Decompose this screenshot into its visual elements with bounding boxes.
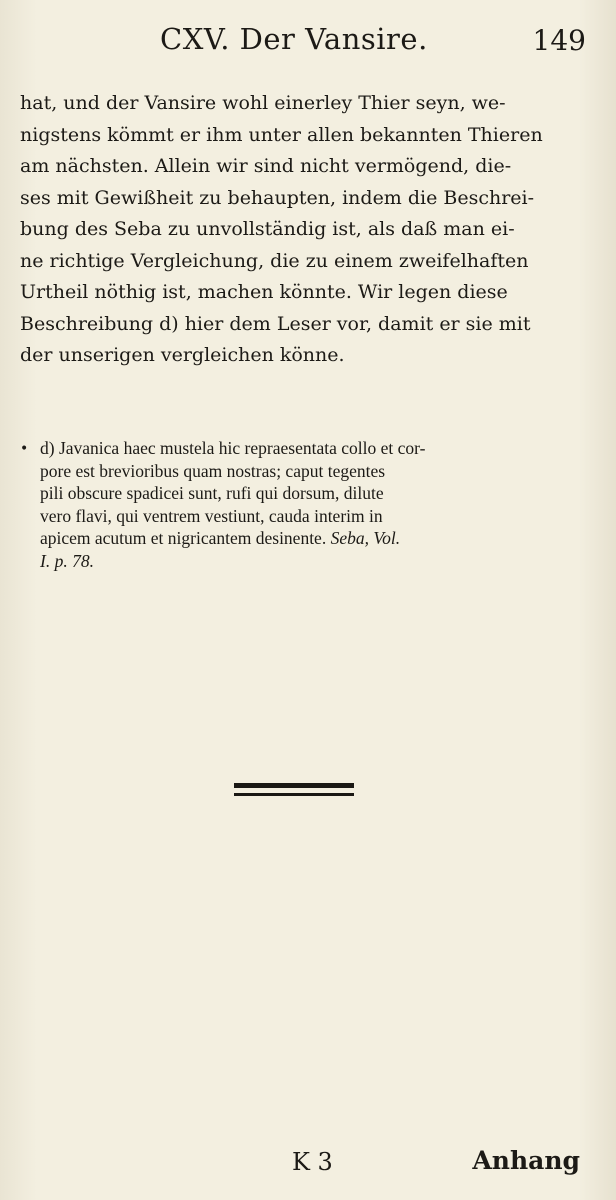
footnote-line: [40, 527, 585, 550]
footnote-text: apicem acutum et nigricantem desinente.: [40, 528, 327, 548]
body-line: hat, und der Vansire wohl einerley Thier seyn, we-: [20, 92, 506, 114]
body-line: ne richtige Vergleichung, die zu einem zweifelhaften: [20, 249, 529, 272]
footnote-line: d) Javanica haec mustela hic repraesentata collo et cor-: [40, 438, 426, 458]
body-line: Urtheil nöthig ist, machen könnte. Wir legen diese: [20, 281, 508, 303]
section-rule-thick: [234, 783, 354, 788]
body-line: am nächsten. Allein wir sind nicht vermögend, die-: [20, 155, 512, 177]
footnote-line: vero flavi, qui ventrem vestiunt, cauda interim in: [40, 505, 383, 526]
footnote-citation: Seba, Vol.: [330, 528, 401, 548]
page-number: 149: [532, 24, 586, 57]
section-rule-thin: [234, 793, 354, 796]
catchword: Anhang: [472, 1146, 580, 1175]
footnote: [40, 437, 585, 572]
body-line: Beschreibung d) hier dem Leser vor, damit er sie mit: [20, 312, 531, 335]
footnote-line: pili obscure spadicei sunt, rufi qui dorsum, dilute: [40, 483, 384, 503]
body-line: ses mit Gewißheit zu behaupten, indem die Beschrei-: [20, 186, 535, 209]
footnote-line: [40, 550, 585, 573]
page-title: CXV. Der Vansire.: [160, 22, 428, 56]
signature-mark: K 3: [292, 1148, 333, 1176]
footnote-marker: •: [20, 441, 29, 457]
running-head: [0, 22, 616, 62]
body-line: der unserigen vergleichen könne.: [20, 344, 345, 366]
body-paragraph: [20, 88, 592, 372]
body-line: bung des Seba zu unvollständig ist, als daß man ei-: [20, 218, 515, 240]
footnote-line: pore est brevioribus quam nostras; caput tegentes: [40, 460, 386, 481]
footnote-citation-end: I. p. 78.: [40, 550, 94, 571]
body-line: nigstens kömmt er ihm unter allen bekannten Thieren: [20, 123, 543, 146]
